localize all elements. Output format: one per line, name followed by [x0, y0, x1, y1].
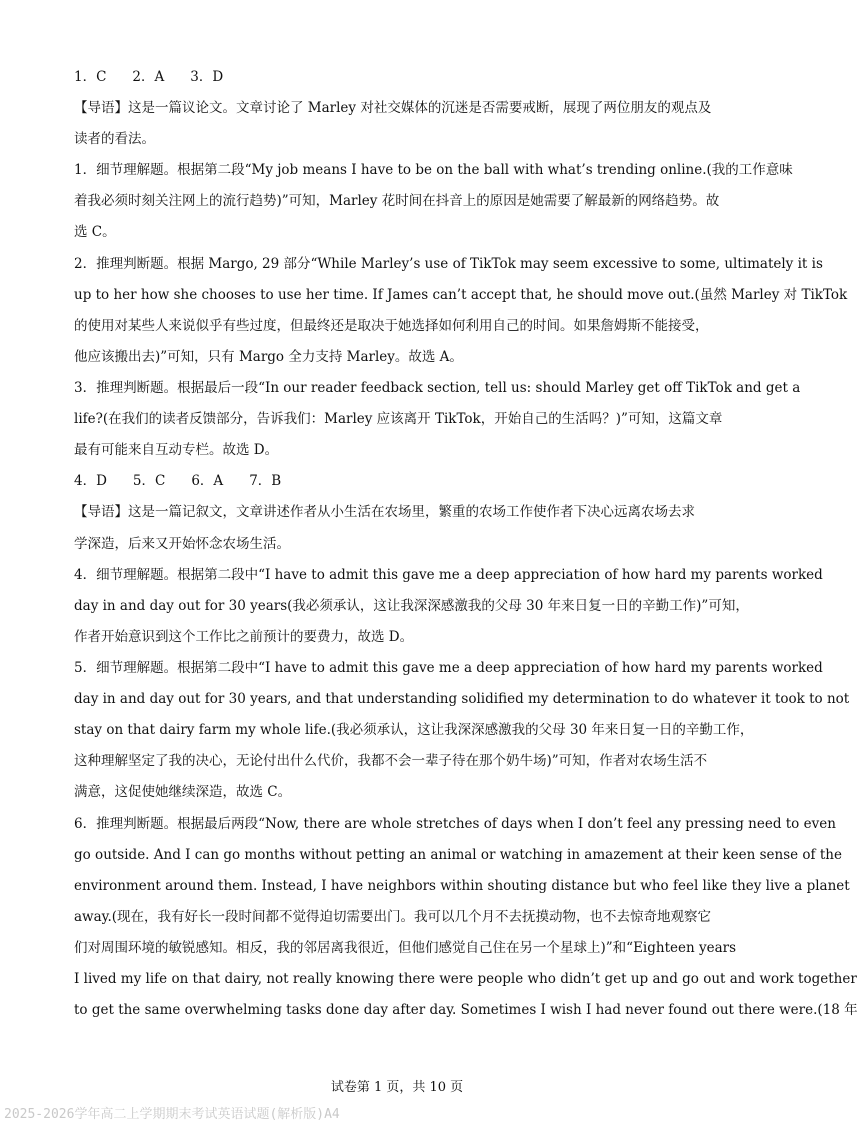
q6-explanation-cont: environment around them. Instead, I have neighbors within shouting distance but who feel like they live a planet: [74, 878, 850, 894]
answer-item: 5．C: [132, 473, 166, 489]
q5-explanation: 5．细节理解题。根据第二段中“I have to admit this gave me a deep appreciation of how hard my parents worked: [74, 660, 823, 676]
q6-explanation-cont: to get the same overwhelming tasks done day after day. Sometimes I wish I had never found out there were.(18 年: [74, 1002, 858, 1018]
answer-item: 1．C: [74, 69, 107, 85]
q1-explanation-cont: 选 C。: [74, 224, 116, 240]
q4-explanation-cont: 作者开始意识到这个工作比之前预计的要费力，故选 D。: [74, 629, 414, 645]
answer-item: 2．A: [132, 69, 165, 85]
answer-key-4-7: [74, 471, 734, 491]
q3-explanation-cont: 最有可能来自互动专栏。故选 D。: [74, 442, 279, 458]
q5-explanation-cont: stay on that dairy farm my whole life.(我必须承认，这让我深深感激我的父母 30 年来日复一日的辛勤工作，: [74, 722, 754, 738]
q4-explanation-cont: day in and day out for 30 years(我必须承认，这让我深深感激我的父母 30 年来日复一日的辛勤工作)”可知，: [74, 598, 749, 614]
answer-key-1-3: [74, 67, 734, 87]
q2-explanation-cont: up to her how she chooses to use her time. If James can’t accept that, he should move out.(虽然 Marley 对 TikTok: [74, 287, 848, 303]
q2-explanation-cont: 的使用对某些人来说似乎有些过度，但最终还是取决于她选择如何利用自己的时间。如果詹姆斯不能接受，: [74, 318, 709, 334]
q3-explanation: 3．推理判断题。根据最后一段“In our reader feedback section, tell us: should Marley get off TikTok and get a: [74, 380, 801, 396]
q6-explanation-cont: 们对周围环境的敏锐感知。相反，我的邻居离我很近，但他们感觉自己住在另一个星球上)”和“Eighteen years: [74, 940, 737, 956]
intro-paragraph-2: 【导语】这是一篇记叙文，文章讲述作者从小生活在农场里，繁重的农场工作使作者下决心远离农场去求: [74, 504, 695, 520]
q5-explanation-cont: 满意，这促使她继续深造，故选 C。: [74, 784, 292, 800]
q1-explanation: 1．细节理解题。根据第二段“My job means I have to be on the ball with what’s trending online.(我的工作意味: [74, 162, 793, 178]
q2-explanation: 2．推理判断题。根据 Margo, 29 部分“While Marley’s use of TikTok may seem excessive to some, ultimately it is: [74, 256, 823, 272]
answer-item: 7．B: [249, 473, 282, 489]
q6-explanation-cont: go outside. And I can go months without petting an animal or watching in amazement at their keen sense of the: [74, 847, 842, 863]
q2-explanation-cont: 他应该搬出去)”可知，只有 Margo 全力支持 Marley。故选 A。: [74, 349, 463, 365]
q6-explanation-cont: away.(现在，我有好长一段时间都不觉得迫切需要出门。我可以几个月不去抚摸动物，也不去惊奇地观察它: [74, 909, 712, 925]
answer-item: 6．A: [191, 473, 224, 489]
intro-paragraph-1-cont: 读者的看法。: [74, 131, 155, 147]
q6-explanation: 6．推理判断题。根据最后两段“Now, there are whole stretches of days when I don’t feel any pressing need to even: [74, 816, 836, 832]
q4-explanation: 4．细节理解题。根据第二段中“I have to admit this gave me a deep appreciation of how hard my parents worked: [74, 567, 823, 583]
intro-paragraph-1: 【导语】这是一篇议论文。文章讨论了 Marley 对社交媒体的沉迷是否需要戒断，展现了两位朋友的观点及: [74, 100, 712, 116]
page-footer: 试卷第 1 页，共 10 页: [330, 1080, 464, 1095]
watermark: 2025-2026学年高二上学期期末考试英语试题(解析版)A4: [4, 1107, 340, 1122]
answer-item: 3．D: [190, 69, 224, 85]
intro-paragraph-2-cont: 学深造，后来又开始怀念农场生活。: [74, 536, 290, 552]
q6-explanation-cont: I lived my life on that dairy, not really knowing there were people who didn’t get up and go out and work together: [74, 971, 857, 987]
q5-explanation-cont: 这种理解坚定了我的决心，无论付出什么代价，我都不会一辈子待在那个奶牛场)”可知，作者对农场生活不: [74, 753, 708, 769]
q5-explanation-cont: day in and day out for 30 years, and that understanding solidified my determination to do whatever it took to not: [74, 691, 850, 707]
answer-item: 4．D: [74, 473, 107, 489]
q3-explanation-cont: life?(在我们的读者反馈部分，告诉我们：Marley 应该离开 TikTok，开始自己的生活吗？)”可知，这篇文章: [74, 411, 723, 427]
q1-explanation-cont: 着我必须时刻关注网上的流行趋势)”可知，Marley 花时间在抖音上的原因是她需要了解最新的网络趋势。故: [74, 193, 720, 209]
